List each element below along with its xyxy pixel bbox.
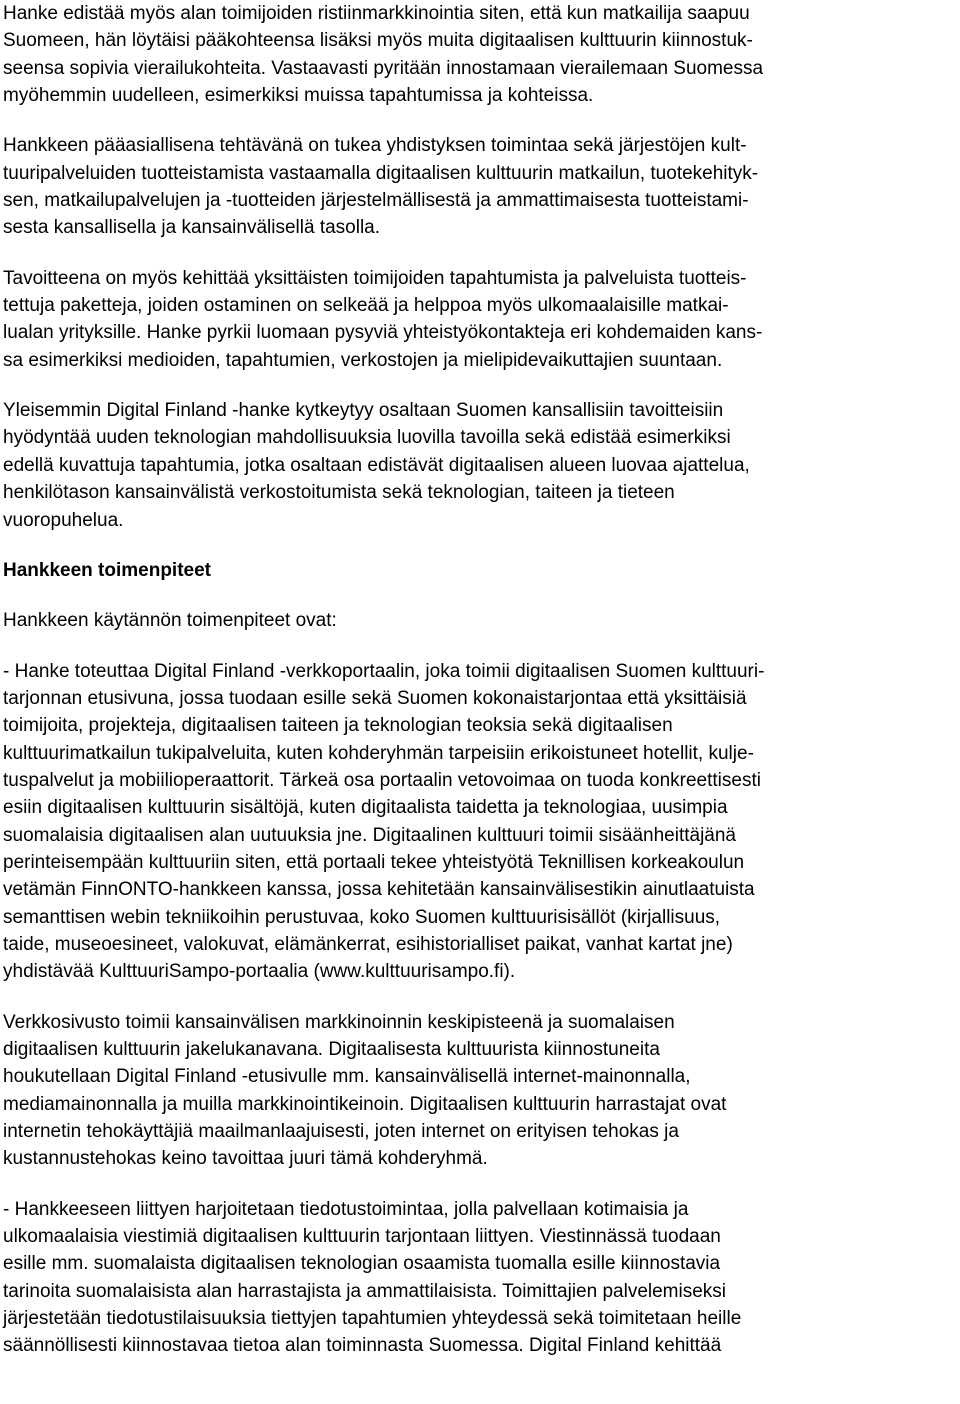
text-line: taide, museoesineet, valokuvat, elämänkerrat, esihistorialliset paikat, vanhat kartat jne) [3, 933, 733, 955]
text-line: ulkomaalaisia viestimiä digitaalisen kulttuurin tarjontaan liittyen. Viestinnässä tuodaan [3, 1226, 721, 1248]
text-line: internetin tehokäyttäjiä maailmanlaajuisesti, joten internet on erityisen tehokas ja [3, 1121, 679, 1143]
text-line: tarjonnan etusivuna, jossa tuodaan esille sekä Suomen kokonaistarjontaa että yksittäisiä [3, 687, 747, 709]
text-line: säännöllisesti kiinnostavaa tietoa alan toiminnasta Suomessa. Digital Finland kehittää [3, 1335, 722, 1357]
text-line: esiin digitaalisen kulttuurin sisältöjä, kuten digitaalista taidetta ja teknologiaa, uusimpia [3, 797, 728, 819]
paragraph [3, 1196, 953, 1360]
section-heading [3, 557, 953, 584]
text-line: tettuja paketteja, joiden ostaminen on selkeää ja helppoa myös ulkomaalaisille matkai- [3, 295, 729, 317]
text-line: myöhemmin uudelleen, esimerkiksi muissa tapahtumissa ja kohteissa. [3, 85, 594, 107]
text-line: Verkkosivusto toimii kansainvälisen markkinoinnin keskipisteenä ja suomalaisen [3, 1011, 675, 1033]
text-line: kustannustehokas keino tavoittaa juuri tämä kohderyhmä. [3, 1148, 488, 1170]
text-line: Hankkeen käytännön toimenpiteet ovat: [3, 610, 337, 632]
text-line: Hankkeen toimenpiteet [3, 559, 211, 581]
text-line: Hanke edistää myös alan toimijoiden ristiinmarkkinointia siten, että kun matkailija saapuu [3, 3, 750, 24]
text-line: - Hankkeeseen liittyen harjoitetaan tiedotustoimintaa, jolla palvellaan kotimaisia ja [3, 1198, 689, 1220]
document-page [3, 0, 953, 1383]
text-line: suomalaisia digitaalisen alan uutuuksia jne. Digitaalinen kulttuuri toimii sisäänheittäjänä [3, 824, 736, 846]
text-line: kulttuurimatkailun tukipalveluita, kuten kohderyhmän tarpeisiin erikoistuneet hotellit, kulje- [3, 742, 754, 764]
text-line: Suomeen, hän löytäisi pääkohteensa lisäksi myös muita digitaalisen kulttuurin kiinnostuk- [3, 30, 753, 52]
text-line: hyödyntää uuden teknologian mahdollisuuksia luovilla tavoilla sekä edistää esimerkiksi [3, 427, 731, 449]
text-line: lualan yrityksille. Hanke pyrkii luomaan pysyviä yhteistyökontakteja eri kohdemaiden kans- [3, 322, 763, 344]
text-line: tuspalvelut ja mobiilioperaattorit. Tärkeä osa portaalin vetovoimaa on tuoda konkreettisesti [3, 769, 761, 791]
text-line: yhdistävää KulttuuriSampo-portaalia (www.kulttuurisampo.fi). [3, 961, 516, 983]
text-line: järjestetään tiedotustilaisuuksia tiettyjen tapahtumien yhteydessä sekä toimitetaan heille [3, 1308, 742, 1330]
text-line: digitaalisen kulttuurin jakelukanavana. Digitaalisesta kulttuurista kiinnostuneita [3, 1039, 660, 1060]
text-line: vuoropuhelua. [3, 509, 124, 531]
paragraph [3, 658, 953, 986]
text-line: toimijoita, projekteja, digitaalisen taiteen ja teknologian teoksia sekä digitaalisen [3, 715, 673, 737]
text-line: seensa sopivia vierailukohteita. Vastaavasti pyritään innostamaan vierailemaan Suomessa [3, 57, 764, 79]
text-line: vetämän FinnONTO-hankkeen kanssa, jossa kehitetään kansainvälisestikin ainutlaatuista [3, 879, 755, 901]
text-line: esille mm. suomalaista digitaalisen teknologian osaamista tuomalla esille kiinnostavia [3, 1253, 721, 1275]
text-line: semanttisen webin tekniikoihin perustuvaa, koko Suomen kulttuurisisällöt (kirjallisuus, [3, 906, 721, 928]
text-line: sa esimerkiksi medioiden, tapahtumien, verkostojen ja mielipidevaikuttajien suuntaan. [3, 349, 723, 371]
text-line: tarinoita suomalaisista alan harrastajista ja ammattilaisista. Toimittajien palvelemiseksi [3, 1280, 727, 1302]
paragraph [3, 132, 953, 241]
paragraph [3, 607, 953, 634]
text-line: Hankkeen pääasiallisena tehtävänä on tukea yhdistyksen toimintaa sekä järjestöjen kult- [3, 135, 747, 157]
text-line: henkilötason kansainvälistä verkostoitumista sekä teknologian, taiteen ja tieteen [3, 482, 675, 504]
text-line: sesta kansallisella ja kansainvälisellä tasolla. [3, 217, 381, 239]
text-line: - Hanke toteuttaa Digital Finland -verkkoportaalin, joka toimii digitaalisen Suomen kulttuuri- [3, 660, 765, 682]
paragraph [3, 1009, 953, 1173]
text-line: tuuripalveluiden tuotteistamista vastaamalla digitaalisen kulttuurin matkailun, tuotekehityk- [3, 162, 759, 184]
text-line: Yleisemmin Digital Finland -hanke kytkeytyy osaltaan Suomen kansallisiin tavoitteisiin [3, 400, 724, 422]
text-line: perinteisempään kulttuuriin siten, että portaali tekee yhteistyötä Teknillisen korkeakoulun [3, 851, 745, 873]
text-line: edellä kuvattuja tapahtumia, jotka osaltaan edistävät digitaalisen alueen luovaa ajattelua, [3, 454, 750, 476]
text-line: Tavoitteena on myös kehittää yksittäisten toimijoiden tapahtumista ja palveluista tuotteis- [3, 267, 747, 289]
paragraph [3, 0, 953, 109]
text-line: sen, matkailupalvelujen ja -tuotteiden järjestelmällisestä ja ammattimaisesta tuotteistami- [3, 190, 749, 212]
paragraph [3, 265, 953, 374]
text-line: mediamainonnalla ja muilla markkinointikeinoin. Digitaalisen kulttuurin harrastajat ovat [3, 1093, 727, 1115]
text-line: houkutellaan Digital Finland -etusivulle mm. kansainvälisellä internet-mainonnalla, [3, 1066, 691, 1088]
paragraph [3, 397, 953, 534]
